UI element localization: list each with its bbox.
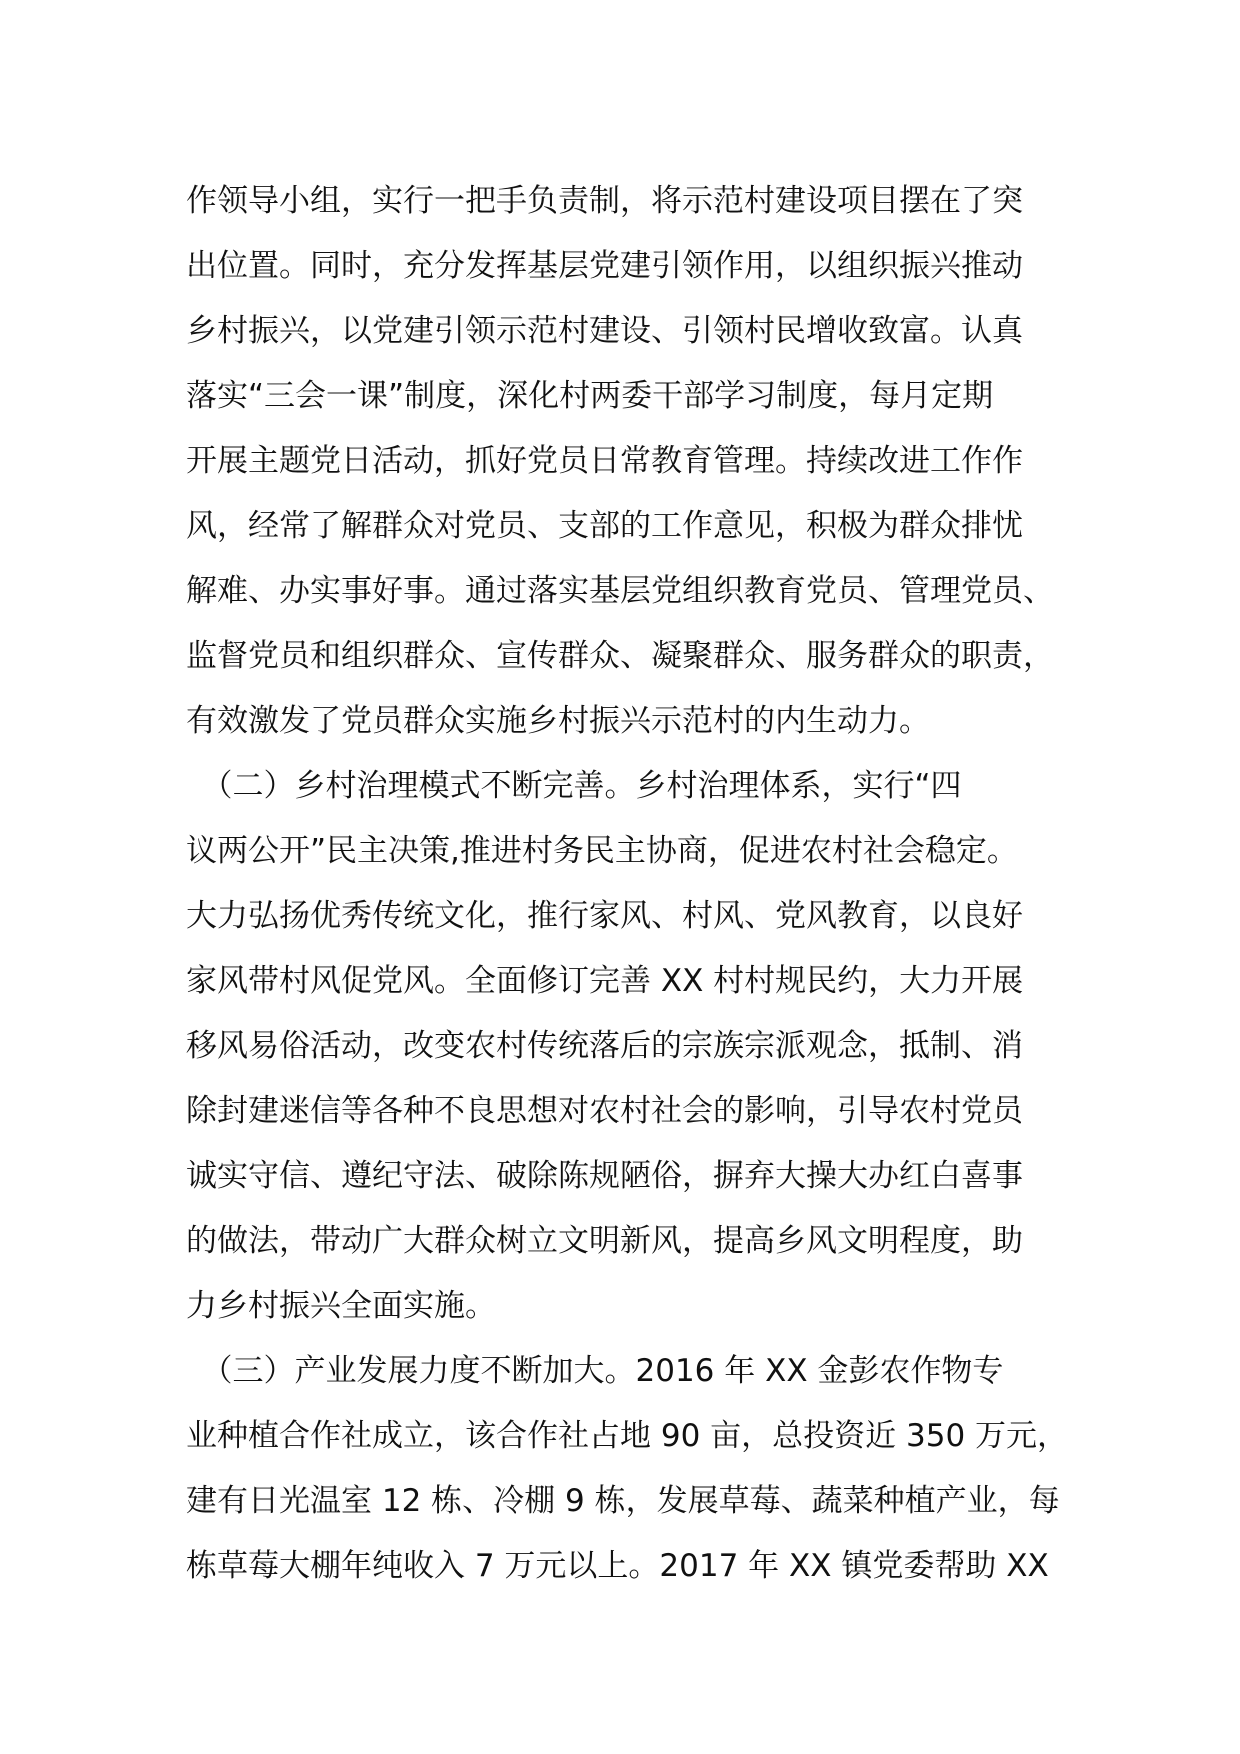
text-line: 建有日光温室 12 栋、冷棚 9 栋，发展草莓、蔬菜种植产业，每 [186, 1483, 1060, 1519]
text-line: 力乡村振兴全面实施。 [186, 1288, 496, 1324]
body-text [186, 169, 1069, 1599]
text-line: 诚实守信、遵纪守法、破除陈规陋俗，摒弃大操大办红白喜事 [186, 1158, 1023, 1194]
text-line: 风，经常了解群众对党员、支部的工作意见，积极为群众排忧 [186, 508, 1023, 544]
section-heading-line: （三）产业发展力度不断加大。2016 年 XX 金彭农作物专 [186, 1353, 1004, 1389]
text-line: 移风易俗活动，改变农村传统落后的宗族宗派观念，抵制、消 [186, 1028, 1023, 1064]
text-line: 监督党员和组织群众、宣传群众、凝聚群众、服务群众的职责， [186, 638, 1054, 674]
section-heading-line: （二）乡村治理模式不断完善。乡村治理体系，实行“四 [186, 768, 962, 804]
text-line: 出位置。同时，充分发挥基层党建引领作用，以组织振兴推动 [186, 248, 1023, 284]
text-line: 议两公开”民主决策,推进村务民主协商，促进农村社会稳定。 [186, 833, 1018, 869]
text-line: 乡村振兴，以党建引领示范村建设、引领村民增收致富。认真 [186, 313, 1023, 349]
text-line: 开展主题党日活动，抓好党员日常教育管理。持续改进工作作 [186, 443, 1023, 479]
text-line: 的做法，带动广大群众树立文明新风，提高乡风文明程度，助 [186, 1223, 1023, 1259]
text-line: 作领导小组，实行一把手负责制，将示范村建设项目摆在了突 [186, 183, 1023, 219]
text-line: 落实“三会一课”制度，深化村两委干部学习制度，每月定期 [186, 378, 994, 414]
text-line: 栋草莓大棚年纯收入 7 万元以上。2017 年 XX 镇党委帮助 XX [186, 1548, 1049, 1584]
text-line: 有效激发了党员群众实施乡村振兴示范村的内生动力。 [186, 703, 930, 739]
text-line: 除封建迷信等各种不良思想对农村社会的影响，引导农村党员 [186, 1093, 1023, 1129]
text-line: 大力弘扬优秀传统文化，推行家风、村风、党风教育，以良好 [186, 898, 1023, 934]
text-line: 业种植合作社成立，该合作社占地 90 亩，总投资近 350 万元， [186, 1418, 1069, 1454]
text-line: 解难、办实事好事。通过落实基层党组织教育党员、管理党员、 [186, 573, 1054, 609]
text-line: 家风带村风促党风。全面修订完善 XX 村村规民约，大力开展 [186, 963, 1024, 999]
